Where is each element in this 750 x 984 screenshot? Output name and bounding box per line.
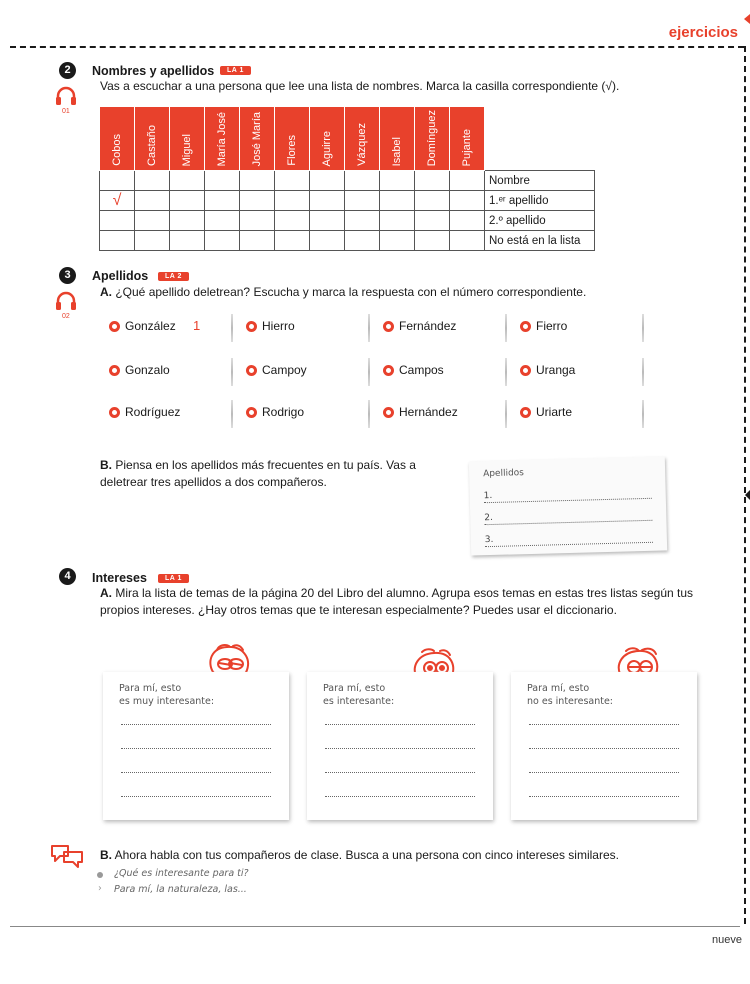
- section-instruction: Vas a escuchar a una persona que lee una lista de nombres. Marca la casilla correspondiente (√).: [100, 79, 620, 93]
- column-header: Vázquez: [345, 107, 380, 171]
- write-line[interactable]: [121, 724, 271, 725]
- column-header: Domínguez: [415, 107, 450, 171]
- checkbox-cell[interactable]: [380, 191, 415, 211]
- card-heading: Para mí, esto es muy interesante:: [119, 683, 215, 707]
- write-line[interactable]: [325, 724, 475, 725]
- surname-option[interactable]: [105, 398, 233, 430]
- column-header: Castaño: [135, 107, 170, 171]
- audio-track-number: 02: [62, 313, 70, 320]
- checkbox-cell[interactable]: [450, 211, 485, 231]
- option-label: Fierro: [536, 319, 568, 333]
- row-label: No está en la lista: [485, 231, 595, 251]
- checkbox-cell[interactable]: [240, 191, 275, 211]
- checkbox-cell[interactable]: [380, 171, 415, 191]
- row-label: 2.º apellido: [485, 211, 595, 231]
- surname-option[interactable]: [105, 312, 233, 344]
- option-label: Campos: [399, 363, 444, 377]
- checkbox-cell[interactable]: [415, 171, 450, 191]
- surname-option[interactable]: [379, 398, 507, 430]
- part-text: Ahora habla con tus compañeros de clase. Busca a una persona con cinco intereses similares.: [114, 848, 619, 862]
- part-a-instruction: [100, 284, 660, 301]
- checkbox-cell[interactable]: [345, 211, 380, 231]
- header-corner-mark: [744, 14, 750, 24]
- radio-circle-icon[interactable]: [109, 321, 120, 332]
- radio-circle-icon[interactable]: [109, 407, 120, 418]
- checkbox-cell[interactable]: [450, 231, 485, 251]
- section-title: Nombres y apellidos: [92, 64, 215, 78]
- checkbox-cell[interactable]: [205, 231, 240, 251]
- card-heading: Para mí, esto no es interesante:: [527, 683, 614, 707]
- dialog-answer: Para mí, la naturaleza, las...: [114, 884, 247, 895]
- checkbox-cell[interactable]: [100, 231, 135, 251]
- checkbox-cell[interactable]: [240, 171, 275, 191]
- checkbox-cell[interactable]: [135, 191, 170, 211]
- checkbox-cell[interactable]: [275, 191, 310, 211]
- section-badge: LA 1: [158, 574, 189, 583]
- checkbox-cell[interactable]: [170, 211, 205, 231]
- checkbox-cell[interactable]: [310, 211, 345, 231]
- column-header: Miguel: [170, 107, 205, 171]
- surname-note-card: [469, 456, 667, 555]
- option-label: Hierro: [262, 319, 295, 333]
- note-card-title: Apellidos: [483, 468, 525, 480]
- write-line[interactable]: [121, 772, 271, 773]
- option-label: Uriarte: [536, 405, 573, 419]
- name-table: [99, 106, 595, 251]
- checkbox-cell[interactable]: [240, 231, 275, 251]
- table-row: [100, 171, 595, 191]
- write-line[interactable]: [325, 772, 475, 773]
- surname-option[interactable]: [242, 312, 370, 344]
- radio-circle-icon[interactable]: [383, 365, 394, 376]
- surname-option[interactable]: [105, 356, 233, 388]
- section-badge: LA 1: [220, 66, 251, 75]
- checkbox-cell[interactable]: [345, 191, 380, 211]
- column-header: Isabel: [380, 107, 415, 171]
- checkbox-cell[interactable]: [170, 231, 205, 251]
- checkbox-cell[interactable]: [135, 171, 170, 191]
- checkbox-cell[interactable]: [310, 191, 345, 211]
- option-label: Fernández: [399, 319, 457, 333]
- surname-option[interactable]: [516, 398, 644, 430]
- checkbox-cell[interactable]: [170, 171, 205, 191]
- footer-divider: [10, 926, 740, 927]
- page-number: nueve: [712, 934, 742, 946]
- note-line[interactable]: 3.: [485, 531, 653, 547]
- part-letter: A.: [100, 586, 112, 600]
- radio-circle-icon[interactable]: [246, 321, 257, 332]
- option-label: Hernández: [399, 405, 458, 419]
- table-row: [100, 231, 595, 251]
- surname-option[interactable]: [242, 356, 370, 388]
- surname-option[interactable]: [379, 312, 507, 344]
- margin-marker: [745, 490, 750, 500]
- part-text: ¿Qué apellido deletrean? Escucha y marca la respuesta con el número correspondiente.: [115, 285, 587, 299]
- write-line[interactable]: [529, 796, 679, 797]
- dialog-question: ¿Qué es interesante para ti?: [114, 868, 249, 879]
- dialog-bullet: [97, 872, 103, 878]
- surname-option[interactable]: [516, 356, 644, 388]
- checkbox-cell[interactable]: [310, 231, 345, 251]
- right-margin-divider: [744, 46, 746, 924]
- checkbox-cell[interactable]: [275, 231, 310, 251]
- column-header: Aguirre: [310, 107, 345, 171]
- checkbox-cell[interactable]: [240, 211, 275, 231]
- column-header: Flores: [275, 107, 310, 171]
- option-label: Rodríguez: [125, 405, 181, 419]
- interest-card-interesting: [307, 672, 493, 820]
- option-label: Campoy: [262, 363, 307, 377]
- radio-circle-icon[interactable]: [109, 365, 120, 376]
- write-line[interactable]: [121, 748, 271, 749]
- note-line[interactable]: 2.: [484, 509, 652, 525]
- surname-option[interactable]: [379, 356, 507, 388]
- checkbox-cell[interactable]: [345, 171, 380, 191]
- checkbox-cell[interactable]: [450, 171, 485, 191]
- radio-circle-icon[interactable]: [520, 365, 531, 376]
- surname-option[interactable]: [242, 398, 370, 430]
- checkbox-cell[interactable]: [205, 171, 240, 191]
- card-heading: Para mí, esto es interesante:: [323, 683, 395, 707]
- part-letter: B.: [100, 458, 112, 472]
- option-label: Gonzalo: [125, 363, 170, 377]
- radio-circle-icon[interactable]: [520, 321, 531, 332]
- header-divider: [10, 46, 744, 48]
- part-letter: B.: [100, 848, 112, 862]
- write-line[interactable]: [325, 748, 475, 749]
- note-line[interactable]: 1.: [484, 487, 652, 503]
- column-header: José María: [240, 107, 275, 171]
- part-a-instruction: [100, 585, 715, 619]
- table-header-row: [100, 107, 595, 171]
- interest-card-very: [103, 672, 289, 820]
- checkbox-cell[interactable]: [170, 191, 205, 211]
- checkbox-cell[interactable]: [380, 211, 415, 231]
- radio-circle-icon[interactable]: [246, 365, 257, 376]
- part-text: Piensa en los apellidos más frecuentes en tu país. Vas a deletrear tres apellidos a dos compañeros.: [100, 458, 416, 489]
- checkbox-cell[interactable]: [380, 231, 415, 251]
- write-line[interactable]: [325, 796, 475, 797]
- section-title: Intereses: [92, 571, 147, 585]
- checkbox-cell[interactable]: [275, 211, 310, 231]
- write-line[interactable]: [529, 772, 679, 773]
- option-label: Rodrigo: [262, 405, 305, 419]
- radio-circle-icon[interactable]: [520, 407, 531, 418]
- interest-card-not: [511, 672, 697, 820]
- checkbox-cell[interactable]: [135, 211, 170, 231]
- part-text: Mira la lista de temas de la página 20 del Libro del alumno. Agrupa esos temas en estas tres listas según tus propios intereses. ¿Hay otros temas que te interesan especialmente? Puedes usar el diccionario.: [100, 586, 694, 617]
- table-row: [100, 211, 595, 231]
- part-b-instruction: [100, 457, 430, 491]
- checkbox-cell[interactable]: [205, 211, 240, 231]
- section-number: 4: [59, 568, 76, 585]
- section-number: 2: [59, 62, 76, 79]
- radio-circle-icon[interactable]: [246, 407, 257, 418]
- check-mark[interactable]: √: [100, 191, 135, 211]
- radio-circle-icon[interactable]: [383, 321, 394, 332]
- row-label: 1.ᵉʳ apellido: [485, 191, 595, 211]
- checkbox-cell[interactable]: [275, 171, 310, 191]
- checkbox-cell[interactable]: [100, 211, 135, 231]
- column-header: Cobos: [100, 107, 135, 171]
- part-letter: A.: [100, 285, 112, 299]
- write-line[interactable]: [121, 796, 271, 797]
- checkbox-cell[interactable]: [450, 191, 485, 211]
- section-badge: LA 2: [158, 272, 189, 281]
- checkbox-cell[interactable]: [415, 191, 450, 211]
- checkbox-cell[interactable]: [415, 211, 450, 231]
- dialog-marker: ›: [98, 883, 102, 894]
- option-label: Uranga: [536, 363, 576, 377]
- part-b-instruction: [100, 847, 700, 864]
- headphones-icon[interactable]: [55, 86, 77, 106]
- headphones-icon[interactable]: [55, 291, 77, 311]
- section-number: 3: [59, 267, 76, 284]
- surname-option[interactable]: [516, 312, 644, 344]
- checkbox-cell[interactable]: [345, 231, 380, 251]
- column-header: Pujante: [450, 107, 485, 171]
- audio-track-number: 01: [62, 108, 70, 115]
- write-line[interactable]: [529, 724, 679, 725]
- column-header: María José: [205, 107, 240, 171]
- checkbox-cell[interactable]: [135, 231, 170, 251]
- table-row: [100, 191, 595, 211]
- page-header-title: ejercicios: [668, 24, 738, 41]
- checkbox-cell[interactable]: [100, 171, 135, 191]
- option-label: González: [125, 319, 176, 333]
- checkbox-cell[interactable]: [310, 171, 345, 191]
- write-line[interactable]: [529, 748, 679, 749]
- checkbox-cell[interactable]: [415, 231, 450, 251]
- radio-circle-icon[interactable]: [383, 407, 394, 418]
- speech-bubbles-icon: [50, 843, 84, 869]
- checkbox-cell[interactable]: [205, 191, 240, 211]
- section-title: Apellidos: [92, 269, 149, 283]
- row-label: Nombre: [485, 171, 595, 191]
- answer-number: 1: [193, 318, 201, 333]
